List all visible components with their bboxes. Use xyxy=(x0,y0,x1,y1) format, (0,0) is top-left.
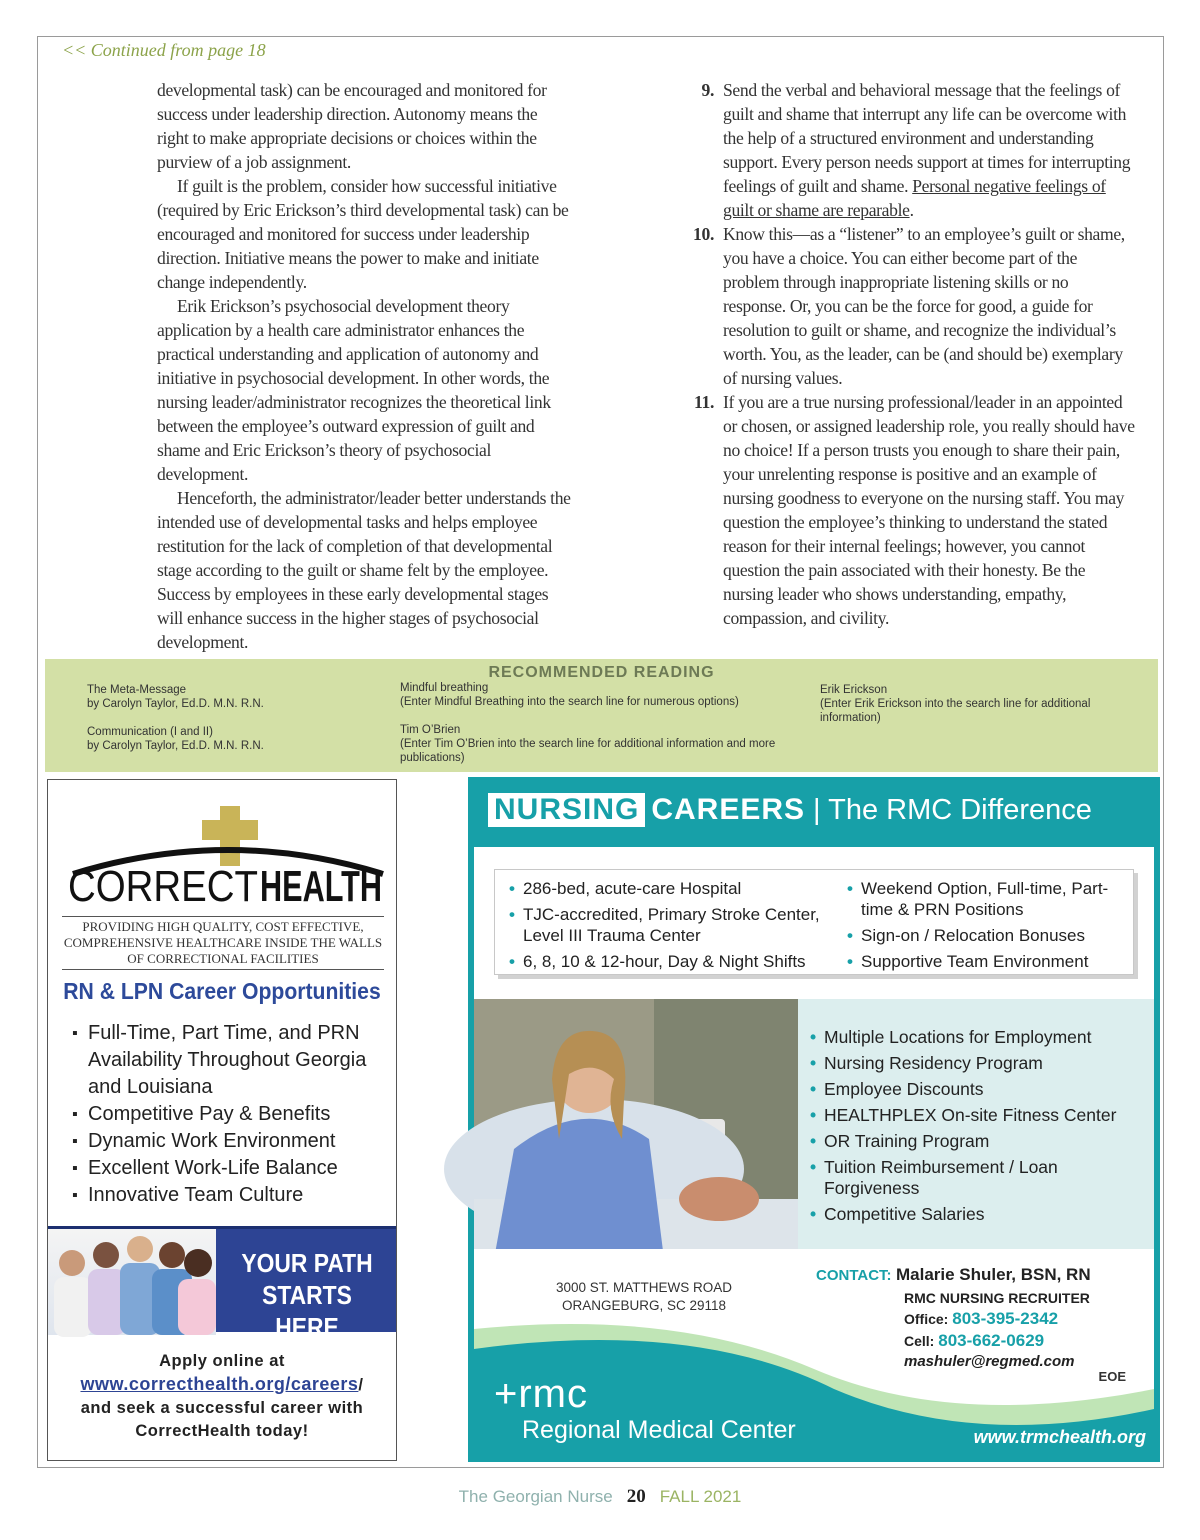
highlights-left xyxy=(509,878,839,977)
slogan-line: STARTS HERE xyxy=(262,1280,352,1342)
reading-entry-title: Tim O’Brien xyxy=(400,724,461,736)
numbered-item xyxy=(680,390,1135,630)
reading-entry-title: Communication (I and II) xyxy=(87,726,213,738)
reading-entry-title: Mindful breathing xyxy=(400,682,489,694)
rmc-title xyxy=(488,793,1092,833)
correcthealth-tagline: PROVIDING HIGH QUALITY, COST EFFECTIVE, COMPREHENSIVE HEALTHCARE INSIDE THE WALLS OF CORRECTIONAL FACILITIES xyxy=(62,916,384,970)
issue-label: FALL 2021 xyxy=(659,1487,742,1506)
list-item: ▪ Dynamic Work Environment xyxy=(72,1128,392,1155)
reading-entry xyxy=(400,681,800,709)
apply-text: and seek a successful career with xyxy=(80,1399,364,1417)
list-item: ▪ Full-Time, Part Time, and PRN Availability Throughout Georgia and Louisiana xyxy=(72,1020,392,1101)
eoe-label: EOE xyxy=(1098,1369,1126,1384)
reading-column xyxy=(87,683,387,767)
highlights-right xyxy=(847,878,1127,977)
article-left-column xyxy=(157,78,572,654)
correcthealth-slogan xyxy=(229,1247,386,1343)
reading-entry xyxy=(87,725,387,753)
address-line: 3000 ST. MATTHEWS ROAD xyxy=(555,1280,733,1295)
list-item: • Sign-on / Relocation Bonuses xyxy=(847,925,1127,946)
contact-name: Malarie Shuler, BSN, RN xyxy=(896,1265,1091,1284)
contact-label: CONTACT: xyxy=(816,1267,892,1284)
cell-label: Cell: xyxy=(904,1333,935,1349)
list-item: • Competitive Salaries xyxy=(810,1204,1150,1225)
correcthealth-logo xyxy=(68,806,388,911)
item-number: 10. xyxy=(693,224,714,244)
continued-note: << Continued from page 18 xyxy=(62,40,266,60)
rmc-logo-word: +rmc xyxy=(494,1372,588,1416)
list-item: • Supportive Team Environment xyxy=(847,951,1127,972)
article-paragraph: Henceforth, the administrator/leader better understands the intended use of developmental tasks and helps employee restitution for the lack of completion of that developmental stage according to the guilt or shame felt by the employee. Success by employees in these early developmental stages will enhance success in the higher stages of psychosocial development. xyxy=(157,488,571,652)
title-nursing: NURSING xyxy=(488,793,645,827)
correcthealth-banner xyxy=(48,1226,396,1342)
logo-text-bold: HEALTH xyxy=(260,862,382,911)
magazine-name: The Georgian Nurse xyxy=(458,1487,613,1506)
reading-column xyxy=(820,683,1140,739)
list-item: ▪ Competitive Pay & Benefits xyxy=(72,1101,392,1128)
reading-entry-detail: by Carolyn Taylor, Ed.D. M.N. R.N. xyxy=(87,698,264,710)
reading-title: RECOMMENDED READING xyxy=(488,664,715,681)
list-item: • Employee Discounts xyxy=(810,1079,1150,1100)
reading-entry-detail: (Enter Erik Erickson into the search line for additional information) xyxy=(820,698,1091,724)
item-text: Know this—as a “listener” to an employee’s guilt or shame, you have a choice. You can either become part of the problem through inappropriate listening skills or no response. Or, you can be the force for good, a guide for resolution to guilt or shame, and recognize the individual’s worth. You, as the leader, can be (and should be) exemplary of nursing values. xyxy=(723,224,1125,388)
list-item: • TJC-accredited, Primary Stroke Center, Level III Trauma Center xyxy=(509,904,839,946)
careers-link-slash: / xyxy=(358,1376,364,1394)
staff-photo xyxy=(48,1229,216,1335)
list-item: • Weekend Option, Full-time, Part-time & PRN Positions xyxy=(847,878,1127,920)
correcthealth-logo-mark xyxy=(68,806,388,911)
correcthealth-ad xyxy=(47,779,397,1461)
list-item: ▪ Excellent Work-Life Balance xyxy=(72,1155,392,1182)
office-phone[interactable]: 803-395-2342 xyxy=(952,1309,1059,1328)
rmc-website-link[interactable]: www.trmchealth.org xyxy=(973,1427,1146,1447)
logo-text-light: CORRECT xyxy=(68,862,258,911)
rmc-highlights-box xyxy=(494,869,1134,975)
cell-phone[interactable]: 803-662-0629 xyxy=(938,1331,1045,1350)
correcthealth-heading: RN & LPN Career Opportunities xyxy=(63,978,381,1004)
reading-entry-title: Erik Erickson xyxy=(820,684,888,696)
rmc-benefits-panel xyxy=(798,999,1154,1249)
list-item: • Nursing Residency Program xyxy=(810,1053,1150,1074)
correcthealth-apply xyxy=(48,1350,396,1443)
office-label: Office: xyxy=(904,1311,949,1327)
article-right-column xyxy=(680,78,1135,630)
reading-entry-detail: (Enter Tim O’Brien into the search line for additional information and more publications) xyxy=(400,738,776,764)
careers-link[interactable]: www.correcthealth.org/careers xyxy=(80,1374,359,1394)
reading-entry xyxy=(87,683,387,711)
rmc-logo-name: Regional Medical Center xyxy=(522,1416,796,1444)
rmc-ad xyxy=(468,777,1160,1462)
correcthealth-benefits xyxy=(72,1020,392,1209)
rmc-logo xyxy=(494,1374,796,1445)
list-item: ▪ Innovative Team Culture xyxy=(72,1182,392,1209)
item-text-end: . xyxy=(909,200,914,220)
benefits-list xyxy=(810,1027,1150,1230)
list-item: • 6, 8, 10 & 12-hour, Day & Night Shifts xyxy=(509,951,839,972)
nurse-photo xyxy=(474,999,798,1259)
list-item: • OR Training Program xyxy=(810,1131,1150,1152)
numbered-item xyxy=(680,78,1135,222)
page-footer xyxy=(0,1486,1200,1508)
address-line: ORANGEBURG, SC 29118 xyxy=(561,1298,727,1313)
recommended-reading xyxy=(45,659,1158,772)
slogan-line: YOUR PATH xyxy=(241,1248,373,1278)
article-paragraph: If guilt is the problem, consider how successful initiative (required by Eric Erickson’s third developmental task) can be encouraged and monitored for success under leadership direction. Initiative means the power to make and initiate change independently. xyxy=(157,176,569,292)
contact-email[interactable]: mashuler@regmed.com xyxy=(904,1353,1075,1370)
article-paragraph: developmental task) can be encouraged and monitored for success under leadership direction. Autonomy means the right to make appropriate decisions or choices within the purview of a job assignment. xyxy=(157,80,547,172)
staff-illustration xyxy=(48,1229,216,1335)
reading-entry-title: The Meta-Message xyxy=(87,684,187,696)
contact-role: RMC NURSING RECRUITER xyxy=(904,1290,1090,1306)
article-paragraph: Erik Erickson’s psychosocial development theory application by a health care administrator enhances the practical understanding and application of autonomy and initiative in psychosocial development. In other words, the nursing leader/administrator recognizes the theoretical link between the employee’s outward expression of guilt and shame and Eric Erickson’s theory of psychosocial development. xyxy=(157,296,551,484)
reading-entry xyxy=(820,683,1140,725)
apply-text: Apply online at xyxy=(159,1352,285,1370)
page-number: 20 xyxy=(626,1486,646,1507)
title-careers: CAREERS xyxy=(651,793,806,826)
title-subtitle: | The RMC Difference xyxy=(813,794,1092,826)
item-underlined-text: Personal negative feelings of guilt or shame are reparable xyxy=(723,176,1106,220)
list-item: • Tuition Reimbursement / Loan Forgiveness xyxy=(810,1157,1150,1199)
reading-entry-detail: (Enter Mindful Breathing into the search line for numerous options) xyxy=(400,696,739,708)
numbered-item xyxy=(680,222,1135,390)
reading-entry xyxy=(400,723,800,765)
item-text: If you are a true nursing professional/leader in an appointed or chosen, or assigned leadership role, you really should have no choice! If a person trusts you enough to share their pain, your unrelenting response is positive and an example of nursing goodness to everyone on the nursing staff. You may question the employee’s thinking to understand the stated reason for their internal feelings; however, you cannot question the pain associated with their honesty. Be the nursing leader who shows understanding, empathy, compassion, and civility. xyxy=(723,392,1135,628)
list-item: • Multiple Locations for Employment xyxy=(810,1027,1150,1048)
reading-column xyxy=(400,681,800,779)
item-text: Send the verbal and behavioral message that the feelings of guilt and shame that interrupt any life can be overcome with the help of a structured environment and understanding support. Every person needs support at times for interrupting feelings of guilt and shame. xyxy=(723,80,1131,196)
apply-text: CorrectHealth today! xyxy=(135,1422,309,1440)
nurse-illustration xyxy=(474,999,798,1259)
item-number: 11. xyxy=(694,392,714,412)
list-item: • HEALTHPLEX On-site Fitness Center xyxy=(810,1105,1150,1126)
item-number: 9. xyxy=(701,80,714,100)
reading-entry-detail: by Carolyn Taylor, Ed.D. M.N. R.N. xyxy=(87,740,264,752)
list-item: • 286-bed, acute-care Hospital xyxy=(509,878,839,899)
